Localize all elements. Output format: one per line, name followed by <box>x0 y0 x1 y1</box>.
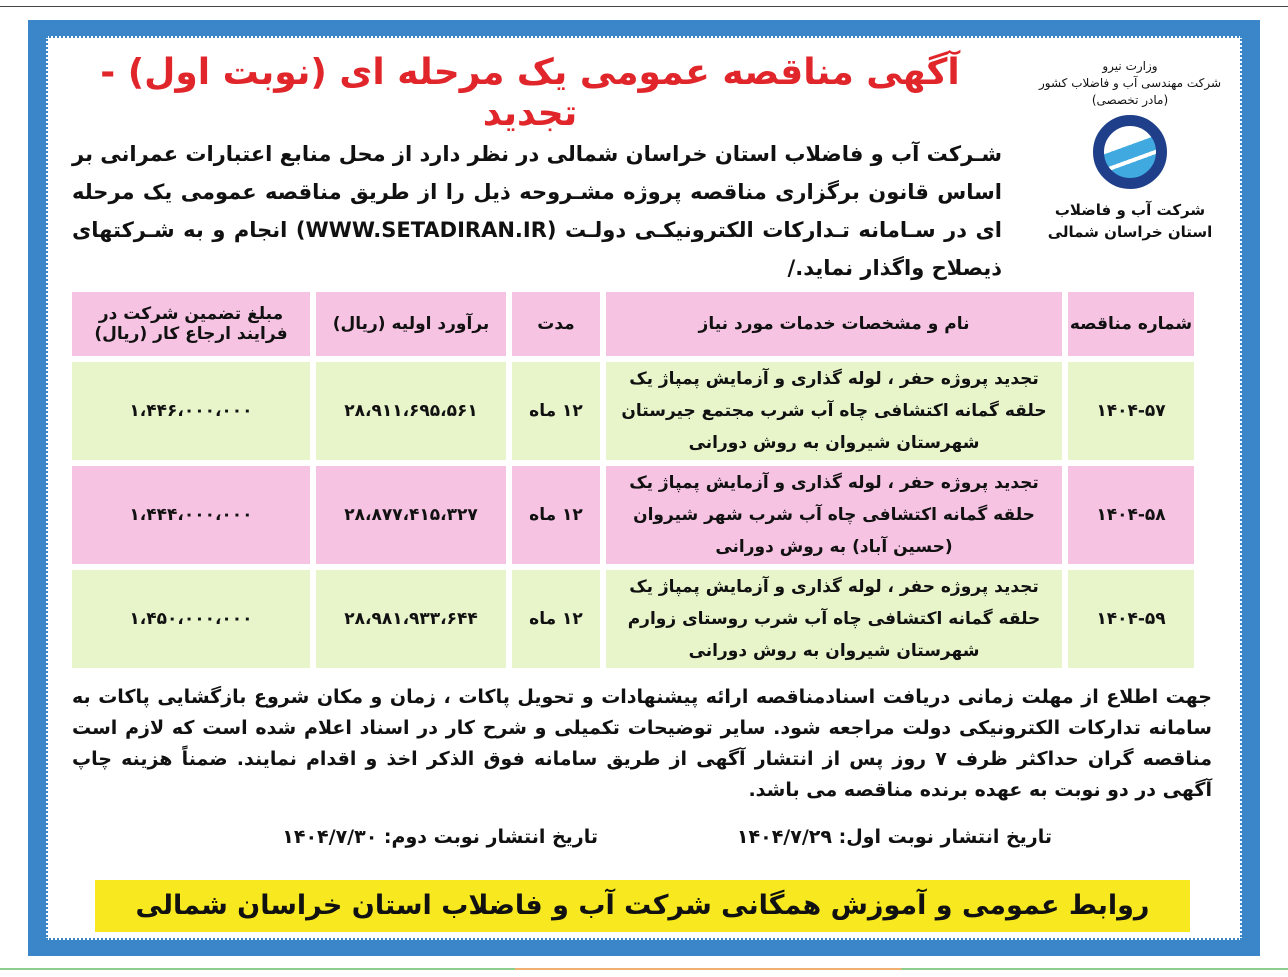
tender-guarantee: ۱،۴۵۰،۰۰۰،۰۰۰ <box>72 570 310 668</box>
tender-estimate: ۲۸،۹۱۱،۶۹۵،۵۶۱ <box>316 362 506 460</box>
tender-guarantee: ۱،۴۴۴،۰۰۰،۰۰۰ <box>72 466 310 564</box>
footer-paragraph: جهت اطلاع از مهلت زمانی دریافت اسنادمناقصه ارائه پیشنهادات و تحویل پاکات ، زمان و مکان شروع بازگشایی پاکات به سامانه تدارکات الکترونیکی دولت مراجعه شود. سایر توضیحات تکمیلی و شرح کار در اسناد اعلام شده است که لازم است مناقصه گران حداکثر ظرف ۷ روز پس از انتشار آگهی از طریق سامانه فوق الذکر اخذ و اقدام نمایند. ضمناً هزینه چاپ آگهی در دو نوبت به عهده برنده مناقصه می باشد. <box>72 686 1212 801</box>
tender-table <box>66 286 1200 674</box>
company-name: شرکت آب و فاضلاب <box>1054 201 1206 219</box>
tender-estimate: ۲۸،۹۸۱،۹۳۳،۶۴۴ <box>316 570 506 668</box>
tender-name: تجدید پروژه حفر ، لوله گذاری و آزمایش پمپاژ یک حلقه گمانه اکتشافی چاه آب شرب مجتمع جیرستان شهرستان شیروان به روش دورانی <box>606 362 1062 460</box>
tender-estimate: ۲۸،۸۷۷،۴۱۵،۳۲۷ <box>316 466 506 564</box>
parent-company-label: شرکت مهندسی آب و فاضلاب کشور <box>1038 76 1222 90</box>
intro-paragraph: شـرکت آب و فاضلاب استان خراسان شمالی در نظر دارد از محل منابع اعتبارات عمرانی بر اساس قانون برگزاری مناقصه پروژه مشـروحه ذیل را از طریق مناقصه عمومی یک مرحله ای در سـامانه تـدارکات الکترونیکـی دولـت (WWW.SETADIRAN.IR) انجام و به شـرکتهای ذیصلاح واگذار نماید./ <box>72 142 1002 280</box>
province-name: استان خراسان شمالی <box>1047 223 1213 241</box>
col-duration: مدت <box>512 292 600 356</box>
col-estimate: برآورد اولیه (ریال) <box>316 292 506 356</box>
second-publish-date: تاریخ انتشار نوبت دوم: ۱۴۰۴/۷/۳۰ <box>282 826 598 848</box>
water-logo-icon <box>1093 115 1167 189</box>
company-logo-block <box>1030 58 1230 243</box>
tender-number: ۱۴۰۴-۵۷ <box>1068 362 1194 460</box>
table-row <box>72 466 1194 564</box>
table-header <box>72 292 1194 356</box>
tender-duration: ۱۲ ماه <box>512 466 600 564</box>
top-rule <box>0 6 1288 7</box>
tender-name: تجدید پروژه حفر ، لوله گذاری و آزمایش پمپاژ یک حلقه گمانه اکتشافی چاه آب شرب روستای زوارم شهرستان شیروان به روش دورانی <box>606 570 1062 668</box>
col-guarantee: مبلغ تضمین شرکت در فرایند ارجاع کار (ریال) <box>72 292 310 356</box>
first-publish-date: تاریخ انتشار نوبت اول: ۱۴۰۴/۷/۲۹ <box>736 826 1052 848</box>
tender-number: ۱۴۰۴-۵۹ <box>1068 570 1194 668</box>
ad-title: آگهی مناقصه عمومی یک مرحله ای (نوبت اول) - تجدید <box>100 52 960 134</box>
col-number: شماره مناقصه <box>1068 292 1194 356</box>
tender-name: تجدید پروژه حفر ، لوله گذاری و آزمایش پمپاژ یک حلقه گمانه اکتشافی چاه آب شرب شهر شیروان (حسین آباد) به روش دورانی <box>606 466 1062 564</box>
tender-duration: ۱۲ ماه <box>512 362 600 460</box>
tender-guarantee: ۱،۴۴۶،۰۰۰،۰۰۰ <box>72 362 310 460</box>
tender-number: ۱۴۰۴-۵۸ <box>1068 466 1194 564</box>
tender-duration: ۱۲ ماه <box>512 570 600 668</box>
col-name: نام و مشخصات خدمات مورد نیاز <box>606 292 1062 356</box>
parent-type-label: (مادر تخصصی) <box>1091 93 1169 107</box>
ministry-label: وزارت نیرو <box>1102 59 1158 73</box>
table-row <box>72 570 1194 668</box>
signature-banner: روابط عمومی و آموزش همگانی شرکت آب و فاضلاب استان خراسان شمالی <box>95 880 1190 932</box>
bottom-rule <box>0 968 1288 970</box>
table-row <box>72 362 1194 460</box>
